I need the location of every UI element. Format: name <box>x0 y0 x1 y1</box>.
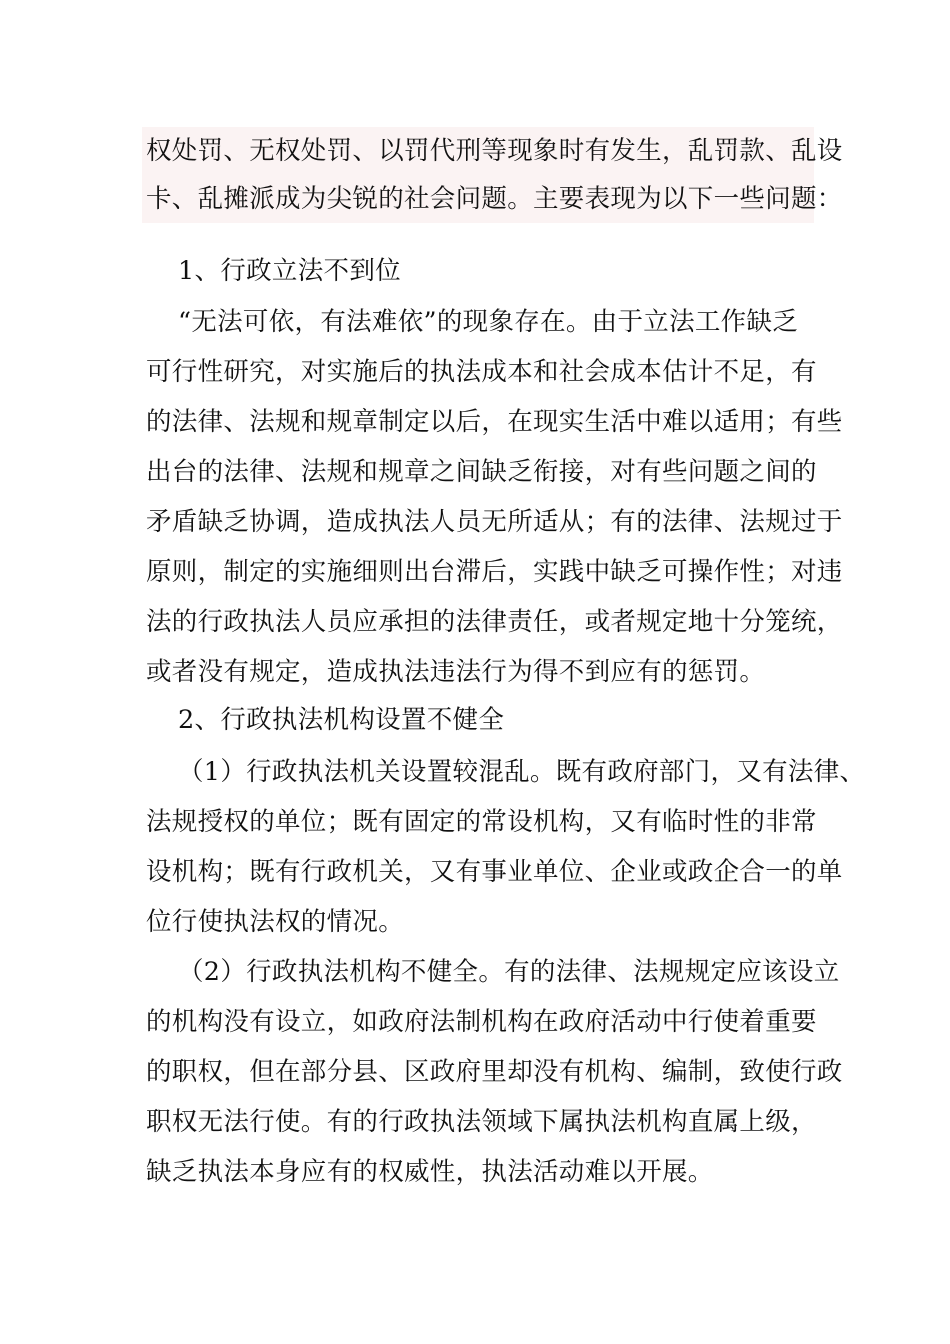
paragraph-line: 缺乏执法本身应有的权威性，执法活动难以开展。 <box>146 1157 714 1187</box>
paragraph-line: 的职权，但在部分县、区政府里却没有机构、编制，致使行政 <box>146 1057 843 1087</box>
paragraph-line: 法规授权的单位；既有固定的常设机构，又有临时性的非常 <box>146 807 817 837</box>
paragraph-line: 法的行政执法人员应承担的法律责任，或者规定地十分笼统， <box>146 607 843 637</box>
paragraph-line: “无法可依，有法难依”的现象存在。由于立法工作缺乏 <box>178 307 799 337</box>
paragraph-line: 的机构没有设立，如政府法制机构在政府活动中行使着重要 <box>146 1007 817 1037</box>
paragraph-line: 可行性研究，对实施后的执法成本和社会成本估计不足，有 <box>146 357 817 387</box>
paragraph-line: 的法律、法规和规章制定以后，在现实生活中难以适用；有些 <box>146 407 843 437</box>
paragraph-line: 职权无法行使。有的行政执法领域下属执法机构直属上级， <box>146 1107 817 1137</box>
paragraph-line: 设机构；既有行政机关，又有事业单位、企业或政企合一的单 <box>146 857 843 887</box>
paragraph-line: 矛盾缺乏协调，造成执法人员无所适从；有的法律、法规过于 <box>146 507 843 537</box>
paragraph-line: 卡、乱摊派成为尖锐的社会问题。主要表现为以下一些问题： <box>142 175 814 223</box>
paragraph-line: 位行使执法权的情况。 <box>146 907 405 937</box>
paragraph-line: 原则，制定的实施细则出台滞后，实践中缺乏可操作性；对违 <box>146 557 843 587</box>
paragraph-line: 出台的法律、法规和规章之间缺乏衔接，对有些问题之间的 <box>146 457 817 487</box>
paragraph-line: （1）行政执法机关设置较混乱。既有政府部门，又有法律、 <box>178 757 866 787</box>
section-heading-1: 1、行政立法不到位 <box>178 256 401 286</box>
section-heading-2: 2、行政执法机构设置不健全 <box>178 705 505 735</box>
paragraph-line: （2）行政执法机构不健全。有的法律、法规规定应该设立 <box>178 957 840 987</box>
paragraph-line: 权处罚、无权处罚、以罚代刑等现象时有发生，乱罚款、乱设 <box>142 127 814 175</box>
paragraph-line: 或者没有规定，造成执法违法行为得不到应有的惩罚。 <box>146 657 766 687</box>
